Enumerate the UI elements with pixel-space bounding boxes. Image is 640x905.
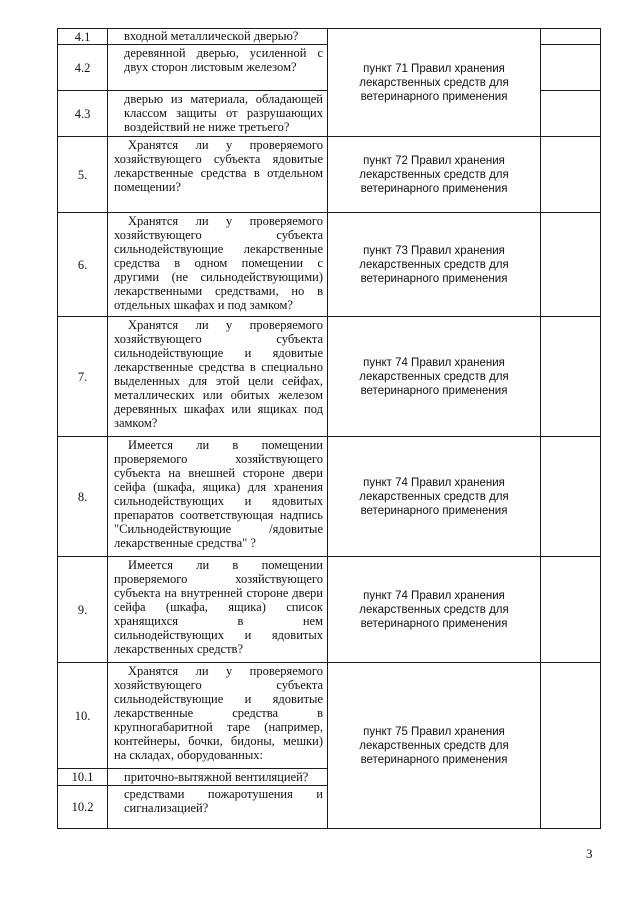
checklist-table [57,28,601,829]
question-text: приточно-вытяжной вентиляцией? [124,770,309,784]
table-border-bottom [57,828,601,829]
question-text: дверью из материала, обладающей классом защиты от разрушающих воздействий не ниже третьего? [124,92,323,134]
question-text: Хранятся ли у проверяемого хозяйствующего субъекта сильнодействующие и ядовитые лекарственные средства в специально выделенных для этой цели сейфах, металлических или обитых железом деревянных шкафах или ящиках под замком? [114,318,323,430]
row-number: 4.2 [74,60,91,75]
page-number: 3 [586,846,593,861]
question-text: входной металлической дверью? [124,29,299,43]
question-text: средствами пожаротушения и сигнализацией? [124,787,323,815]
regulation-reference: пункт 74 Правил хранения лекарственных средств для ветеринарного применения [359,589,509,630]
result-column-separator [540,90,601,91]
row-number: 7. [77,369,88,384]
row-number: 5. [77,167,88,182]
regulation-reference: пункт 74 Правил хранения лекарственных средств для ветеринарного применения [359,356,509,397]
regulation-reference: пункт 73 Правил хранения лекарственных средств для ветеринарного применения [359,244,509,285]
row-number: 4.3 [74,106,91,121]
regulation-reference: пункт 74 Правил хранения лекарственных средств для ветеринарного применения [359,476,509,517]
question-text: Имеется ли в помещении проверяемого хозяйствующего субъекта на внешней стороне двери сейфа (шкафа, ящика) для хранения сильнодействующих и ядовитых препаратов соответствующая надпись "Сильнодействующие /ядовитые лекарственные средства" ? [114,438,323,550]
row-number: 10.2 [71,800,94,814]
regulation-reference: пункт 72 Правил хранения лекарственных средств для ветеринарного применения [359,154,509,195]
question-text: Хранятся ли у проверяемого хозяйствующего субъекта ядовитые лекарственные средства в отдельном помещении? [114,138,323,194]
row-number: 8. [77,489,88,504]
row-number: 6. [77,257,88,272]
regulation-reference: пункт 75 Правил хранения лекарственных средств для ветеринарного применения [359,725,509,766]
row-number: 9. [77,602,88,617]
row-number: 10. [74,708,91,723]
table-border-right [600,28,601,829]
question-text: Хранятся ли у проверяемого хозяйствующего субъекта сильнодействующие лекарственные средства в одном помещении с другими (не сильнодействующими) лекарственными средствами, но в отдельных шкафах и под замком? [114,214,323,312]
regulation-reference: пункт 71 Правил хранения лекарственных средств для ветеринарного применения [359,62,509,103]
table-column-divider [540,28,541,829]
row-number: 4.1 [74,29,91,44]
question-text: Имеется ли в помещении проверяемого хозяйствующего субъекта на внутренней стороне двери сейфа (шкафа, ящика) список хранящихся в нем сильнодействующих и ядовитых лекарственных средств? [114,558,323,656]
result-column-separator [540,44,601,45]
row-number: 10.1 [71,770,94,784]
question-text: Хранятся ли у проверяемого хозяйствующего субъекта сильнодействующие и ядовитые лекарственные средства в крупногабаритной таре (например, контейнеры, бочки, бидоны, мешки) на складах, оборудованных: [114,664,323,762]
question-text: деревянной дверью, усиленной с двух сторон листовым железом? [124,46,323,74]
